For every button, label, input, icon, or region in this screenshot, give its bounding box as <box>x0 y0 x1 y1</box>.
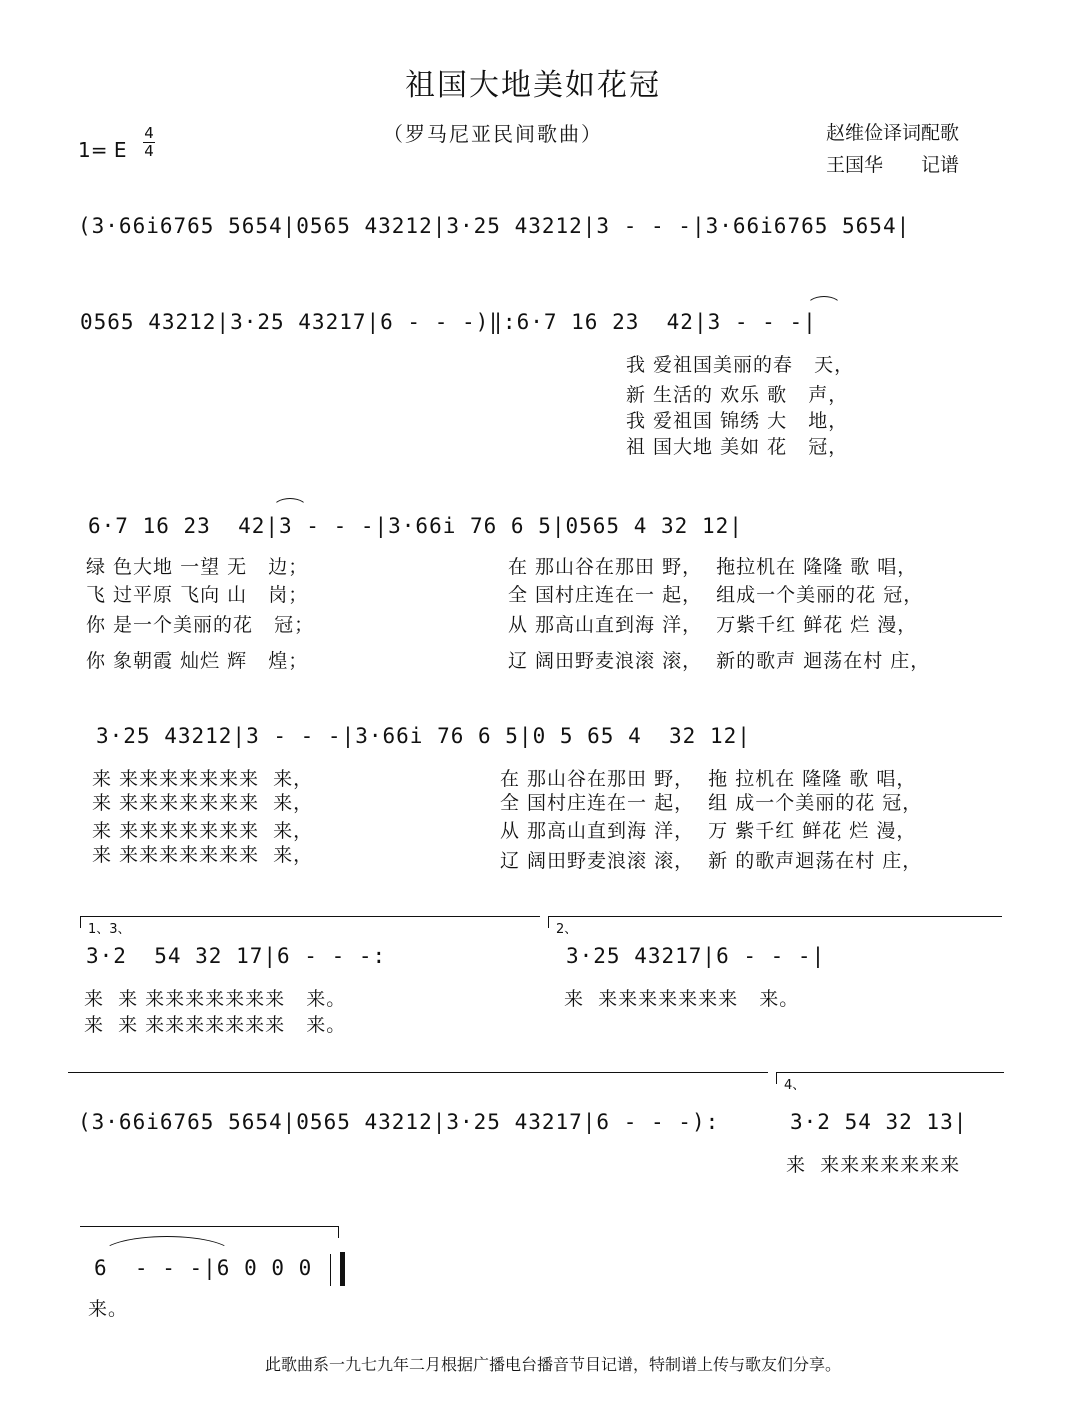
lyric-line: 绿 色大地 一望 无 边； <box>86 556 309 578</box>
lyric-line: 你 象朝霞 灿烂 辉 煌； <box>86 650 309 672</box>
lyric-line: 来 来 来来来来来来来 来。 <box>84 988 347 1010</box>
volta-bracket-4-edge <box>776 1072 777 1084</box>
lyric-line: 来。 <box>88 1298 129 1320</box>
lyric-line: 新 生活的 欢乐 歌 声， <box>626 384 849 406</box>
lyric-line: 祖 国大地 美如 花 冠， <box>626 436 849 458</box>
lyric-line: 来 来来来来来来来 来， <box>92 820 314 842</box>
lyric-line: 来 来 来来来来来来来 来。 <box>84 1014 347 1036</box>
lyric-line: 来 来来来来来来来 来， <box>92 768 314 790</box>
lyric-line: 辽 阔田野麦浪滚 滚， 新 的歌声迴荡在村 庄， <box>500 850 923 872</box>
slur-mark <box>806 296 842 307</box>
volta-bracket-4 <box>776 1072 1004 1073</box>
system4-notes: 3·25 43212|3 - - -|3·66i 76 6 5|0 5 65 4 32 12| <box>96 724 751 748</box>
slur-mark <box>272 498 308 509</box>
system1-notes: (3·66i6765 5654|0565 43212|3·25 43212|3 - - -|3·66i6765 5654| <box>78 214 911 238</box>
final-barline-thin <box>330 1254 331 1286</box>
lyric-line: 全 国村庄连在一 起， 组成一个美丽的花 冠， <box>508 584 924 606</box>
lyric-line: 来 来来来来来来来 来。 <box>564 988 800 1010</box>
volta-bracket-2-edge <box>548 916 549 928</box>
system7-notes: 6 - - -|6 0 0 0 <box>94 1256 313 1280</box>
key-signature: 1= E <box>78 138 127 162</box>
system5-notes-b: 3·25 43217|6 - - -| <box>566 944 826 968</box>
system6-notes-a: (3·66i6765 5654|0565 43212|3·25 43217|6 - - -): <box>78 1110 720 1134</box>
time-signature-top: 4 <box>144 124 154 142</box>
lyric-line: 来 来来来来来来来 <box>786 1154 961 1176</box>
volta-2-label: 2、 <box>556 922 578 937</box>
volta-bracket-1 <box>80 916 540 917</box>
lyric-line: 辽 阔田野麦浪滚 滚， 新的歌声 迴荡在村 庄， <box>508 650 931 672</box>
section-divider <box>68 1072 768 1073</box>
song-title: 祖国大地美如花冠 <box>405 68 661 103</box>
tie-mark <box>100 1236 234 1255</box>
lyric-line: 来 来来来来来来来 来， <box>92 792 314 814</box>
lyric-line: 你 是一个美丽的花 冠； <box>86 614 315 636</box>
lyric-line: 在 那山谷在那田 野， 拖 拉机在 隆隆 歌 唱， <box>500 768 917 790</box>
time-signature <box>143 126 155 159</box>
system3-notes: 6·7 16 23 42|3 - - -|3·66i 76 6 5|0565 4 32 12| <box>88 514 743 538</box>
footer-note: 此歌曲系一九七九年二月根据广播电台播音节目记谱，特制谱上传与歌友们分享。 <box>264 1355 841 1374</box>
lyric-line: 全 国村庄连在一 起， 组 成一个美丽的花 冠， <box>500 792 923 814</box>
volta-bracket-1-edge <box>80 916 81 928</box>
final-barline-thick <box>340 1252 345 1286</box>
transcriber-credit: 王国华 记谱 <box>826 154 960 176</box>
system2-notes: 0565 43212|3·25 43217|6 - - -)‖:6·7 16 23 42|3 - - -| <box>80 310 817 334</box>
volta-bracket-2 <box>548 916 1002 917</box>
lyric-line: 在 那山谷在那田 野， 拖拉机在 隆隆 歌 唱， <box>508 556 918 578</box>
song-subtitle: （罗马尼亚民间歌曲） <box>383 122 603 146</box>
lyric-line: 飞 过平原 飞向 山 岗； <box>86 584 309 606</box>
lyric-line: 从 那高山直到海 洋， 万紫千红 鲜花 烂 漫， <box>508 614 918 636</box>
lyrics-credit: 赵维俭译词配歌 <box>826 122 960 144</box>
lyric-line: 我 爱祖国 锦绣 大 地， <box>626 410 849 432</box>
time-signature-bottom: 4 <box>144 142 154 160</box>
system6-notes-b: 3·2 54 32 13| <box>790 1110 968 1134</box>
system5-notes-a: 3·2 54 32 17|6 - - -: <box>86 944 387 968</box>
final-bracket <box>80 1226 338 1227</box>
final-bracket-edge <box>338 1226 339 1238</box>
lyric-line: 我 爱祖国美丽的春 天， <box>626 354 855 376</box>
lyric-line: 来 来来来来来来来 来， <box>92 844 314 866</box>
volta-4-label: 4、 <box>784 1078 806 1093</box>
volta-1-label: 1、3、 <box>88 922 131 937</box>
lyric-line: 从 那高山直到海 洋， 万 紫千红 鲜花 烂 漫， <box>500 820 917 842</box>
